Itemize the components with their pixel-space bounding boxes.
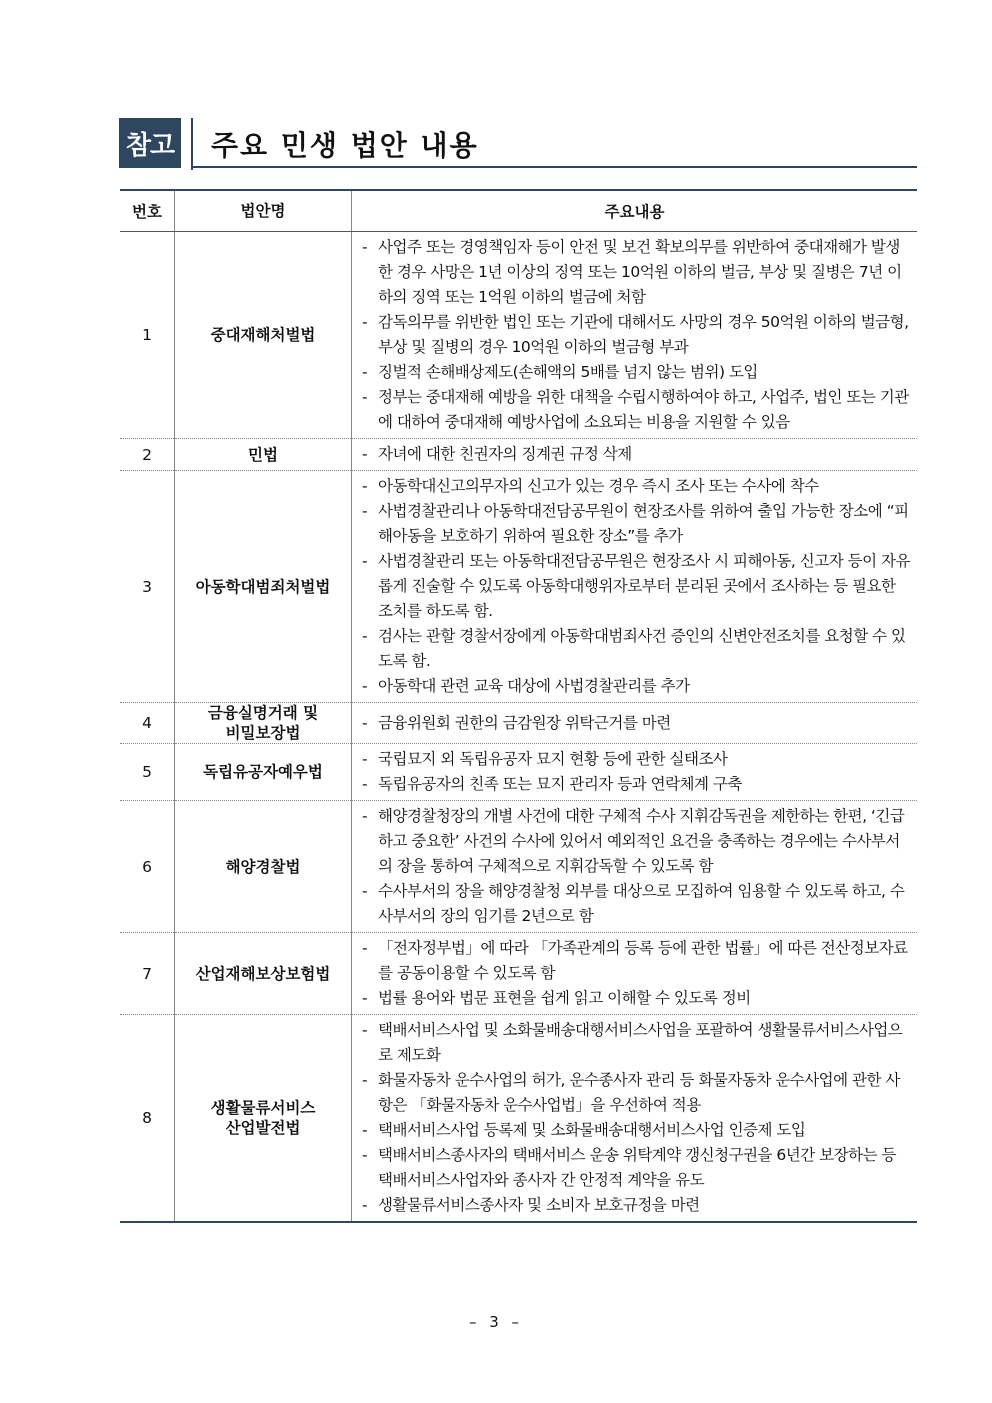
table-row xyxy=(120,439,917,471)
contents-list xyxy=(360,804,911,929)
row-number: 2 xyxy=(120,439,175,471)
row-number: 1 xyxy=(120,232,175,439)
col-header-bill-name: 법안명 xyxy=(175,190,352,232)
header-underline xyxy=(191,166,917,168)
contents-list xyxy=(360,1018,911,1218)
header-divider xyxy=(191,118,193,170)
col-header-contents: 주요내용 xyxy=(352,190,918,232)
list-item: - 화물자동차 운수사업의 허가, 운수종사자 관리 등 화물자동차 운수사업에 관한 사항은 「화물자동차 운수사업법」을 우선하여 적용 xyxy=(360,1068,911,1118)
bill-name: 독립유공자예우법 xyxy=(175,744,352,801)
list-item: - 금융위원회 권한의 금감원장 위탁근거를 마련 xyxy=(360,711,911,736)
list-item: - 검사는 관할 경찰서장에게 아동학대범죄사건 증인의 신변안전조치를 요청할 수 있도록 함. xyxy=(360,624,911,674)
contents-list xyxy=(360,711,911,736)
table-row xyxy=(120,471,917,703)
row-number: 3 xyxy=(120,471,175,703)
bill-contents xyxy=(352,744,918,801)
table-header-row xyxy=(120,190,917,232)
bill-name: 해양경찰법 xyxy=(175,801,352,933)
bill-contents xyxy=(352,471,918,703)
table-row xyxy=(120,703,917,744)
list-item: - 아동학대신고의무자의 신고가 있는 경우 즉시 조사 또는 수사에 착수 xyxy=(360,474,911,499)
list-item: - 택배서비스사업 등록제 및 소화물배송대행서비스사업 인증제 도입 xyxy=(360,1118,911,1143)
list-item: - 「전자정부법」에 따라 「가족관계의 등록 등에 관한 법률」에 따른 전산정보자료를 공동이용할 수 있도록 함 xyxy=(360,936,911,986)
row-number: 8 xyxy=(120,1015,175,1223)
bill-contents xyxy=(352,933,918,1015)
col-header-number: 번호 xyxy=(120,190,175,232)
table-row xyxy=(120,801,917,933)
table-row xyxy=(120,933,917,1015)
page-title: 주요 민생 법안 내용 xyxy=(211,129,479,162)
bill-contents xyxy=(352,801,918,933)
bill-name: 아동학대범죄처벌법 xyxy=(175,471,352,703)
list-item: - 사업주 또는 경영책임자 등이 안전 및 보건 확보의무를 위반하여 중대재해가 발생한 경우 사망은 1년 이상의 징역 또는 10억원 이하의 벌금, 부상 및 질병은 7년 이하의 징역 또는 1억원 이하의 벌금에 처함 xyxy=(360,235,911,310)
bill-contents xyxy=(352,1015,918,1223)
list-item: - 법률 용어와 법문 표현을 쉽게 읽고 이해할 수 있도록 정비 xyxy=(360,986,911,1011)
bill-name: 생활물류서비스 산업발전법 xyxy=(175,1015,352,1223)
list-item: - 택배서비스사업 및 소화물배송대행서비스사업을 포괄하여 생활물류서비스사업으로 제도화 xyxy=(360,1018,911,1068)
list-item: - 사법경찰관리 또는 아동학대전담공무원은 현장조사 시 피해아동, 신고자 등이 자유롭게 진술할 수 있도록 아동학대행위자로부터 분리된 곳에서 조사하는 등 필요한 조치를 하도록 함. xyxy=(360,549,911,624)
bill-name: 중대재해처벌법 xyxy=(175,232,352,439)
row-number: 7 xyxy=(120,933,175,1015)
page-number: – 3 – xyxy=(468,1313,524,1331)
list-item: - 징벌적 손해배상제도(손해액의 5배를 넘지 않는 범위) 도입 xyxy=(360,360,911,385)
contents-list xyxy=(360,747,911,797)
list-item: - 택배서비스종사자의 택배서비스 운송 위탁계약 갱신청구권을 6년간 보장하는 등 택배서비스사업자와 종사자 간 안정적 계약을 유도 xyxy=(360,1143,911,1193)
reference-badge: 참고 xyxy=(119,118,181,168)
list-item: - 사법경찰관리나 아동학대전담공무원이 현장조사를 위하여 출입 가능한 장소에 “피해아동을 보호하기 위하여 필요한 장소”를 추가 xyxy=(360,499,911,549)
row-number: 6 xyxy=(120,801,175,933)
bill-contents xyxy=(352,703,918,744)
list-item: - 수사부서의 장을 해양경찰청 외부를 대상으로 모집하여 임용할 수 있도록 하고, 수사부서의 장의 임기를 2년으로 함 xyxy=(360,879,911,929)
contents-list xyxy=(360,936,911,1011)
bill-name: 산업재해보상보험법 xyxy=(175,933,352,1015)
table-row xyxy=(120,1015,917,1223)
section-header xyxy=(119,118,917,170)
contents-list xyxy=(360,474,911,699)
table-row xyxy=(120,232,917,439)
list-item: - 정부는 중대재해 예방을 위한 대책을 수립시행하여야 하고, 사업주, 법인 또는 기관에 대하여 중대재해 예방사업에 소요되는 비용을 지원할 수 있음 xyxy=(360,385,911,435)
contents-list xyxy=(360,442,911,467)
list-item: - 해양경찰청장의 개별 사건에 대한 구체적 수사 지휘감독권을 제한하는 한편, ‘긴급하고 중요한’ 사건의 수사에 있어서 예외적인 요건을 충족하는 경우에는 수사부서의 장을 통하여 구체적으로 지휘감독할 수 있도록 함 xyxy=(360,804,911,879)
row-number: 5 xyxy=(120,744,175,801)
list-item: - 자녀에 대한 친권자의 징계권 규정 삭제 xyxy=(360,442,911,467)
list-item: - 아동학대 관련 교육 대상에 사법경찰관리를 추가 xyxy=(360,674,911,699)
list-item: - 독립유공자의 친족 또는 묘지 관리자 등과 연락체계 구축 xyxy=(360,772,911,797)
table-row xyxy=(120,744,917,801)
list-item: - 생활물류서비스종사자 및 소비자 보호규정을 마련 xyxy=(360,1193,911,1218)
bill-table xyxy=(120,189,917,1223)
list-item: - 국립묘지 외 독립유공자 묘지 현황 등에 관한 실태조사 xyxy=(360,747,911,772)
contents-list xyxy=(360,235,911,435)
bill-name: 민법 xyxy=(175,439,352,471)
bill-contents xyxy=(352,439,918,471)
bill-name: 금융실명거래 및 비밀보장법 xyxy=(175,703,352,744)
list-item: - 감독의무를 위반한 법인 또는 기관에 대해서도 사망의 경우 50억원 이하의 벌금형, 부상 및 질병의 경우 10억원 이하의 벌금형 부과 xyxy=(360,310,911,360)
bill-contents xyxy=(352,232,918,439)
row-number: 4 xyxy=(120,703,175,744)
